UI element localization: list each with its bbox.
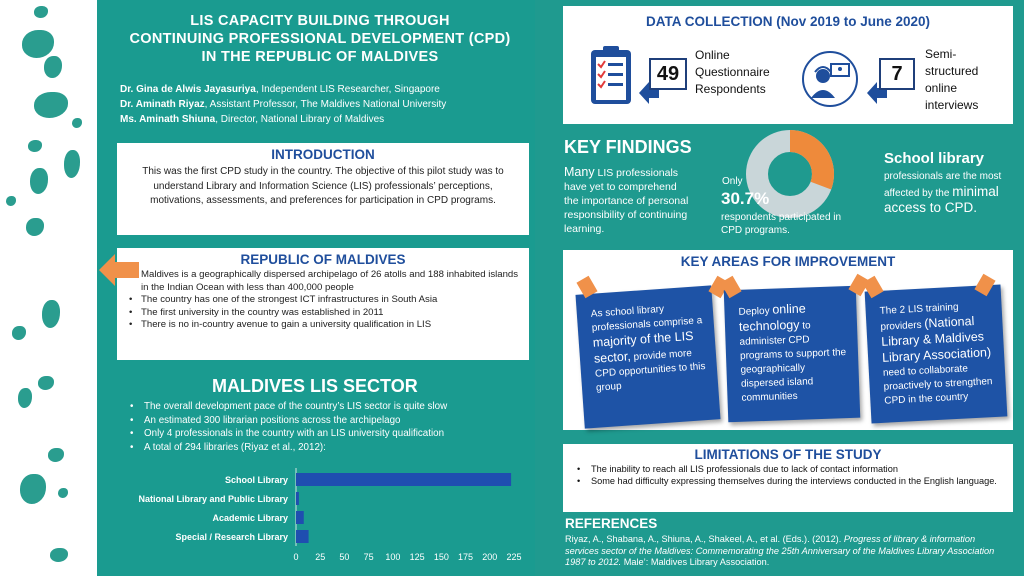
- introduction-text: This was the first CPD study in the country. The objective of this pilot study was to understand Library and Information Science (LIS) professionals’ perceptions, motivations, assessments, and preferences for participation in CPD programs.: [142, 166, 504, 206]
- list-item: • The overall development pace of the country’s LIS sector is quite slow: [130, 400, 447, 414]
- list-item: • The country has one of the strongest ICT infrastructures in South Asia: [129, 294, 519, 307]
- republic-list: [117, 267, 529, 332]
- republic-card: [117, 248, 529, 360]
- online-count-badge: 49: [649, 58, 687, 90]
- interview-label: [925, 46, 978, 114]
- school-library-text: [884, 170, 1004, 218]
- list-item: • There is no in-country avenue to gain a university qualification in LIS: [129, 319, 519, 332]
- improvement-note: [724, 286, 861, 423]
- label-line: structured: [925, 64, 979, 78]
- island-shape: [64, 150, 80, 178]
- list-item: • Some had difficulty expressing themselves during the interviews conducted in the English language.: [577, 475, 1003, 487]
- author-role: , Independent LIS Researcher, Singapore: [255, 84, 440, 95]
- chart-bar: [296, 473, 511, 486]
- improvement-title: KEY AREAS FOR IMPROVEMENT: [680, 254, 896, 269]
- maldives-map: [0, 0, 97, 576]
- online-label: [695, 47, 770, 98]
- chart-category-label: Academic Library: [212, 513, 288, 523]
- chart-tick-label: 125: [409, 552, 425, 562]
- libraries-bar-chart: [110, 466, 530, 570]
- limitations-list: [563, 462, 1013, 487]
- poster-title: [115, 12, 525, 66]
- island-shape: [12, 326, 26, 340]
- island-shape: [22, 30, 54, 58]
- list-item: • An estimated 300 librarian positions across the archipelago: [130, 414, 447, 428]
- percent-text: respondents participated in CPD programs.: [721, 212, 842, 236]
- chart-bar: [296, 511, 304, 524]
- chart-tick-label: 0: [293, 552, 299, 562]
- island-shape: [58, 488, 68, 498]
- chart-tick-label: 25: [315, 552, 326, 562]
- island-shape: [30, 168, 48, 194]
- island-shape: [50, 548, 68, 562]
- sector-list: [130, 400, 447, 454]
- title-line: CONTINUING PROFESSIONAL DEVELOPMENT (CPD): [129, 31, 511, 47]
- island-shape: [18, 388, 32, 408]
- body-text: LIS professionals have yet to comprehend the importance of personal responsibility of continuing learning.: [564, 167, 689, 235]
- island-shape: [6, 196, 16, 206]
- percent-value: 30.7%: [721, 189, 770, 208]
- clipboard-icon: [589, 44, 633, 106]
- list-item: • A total of 294 libraries (Riyaz et al., 2012):: [130, 441, 447, 455]
- author-name: Dr. Aminath Riyaz: [120, 99, 205, 110]
- interview-count-badge: 7: [879, 58, 915, 90]
- author-role: , Director, National Library of Maldives: [215, 114, 385, 125]
- title-line: IN THE REPUBLIC OF MALDIVES: [201, 49, 439, 65]
- introduction-title: INTRODUCTION: [271, 147, 375, 162]
- author-role: , Assistant Professor, The Maldives National University: [204, 99, 447, 110]
- island-shape: [34, 92, 68, 118]
- emphasis-text: minimal access to CPD.: [884, 183, 999, 215]
- introduction-card: [117, 143, 529, 235]
- island-shape: [72, 118, 82, 128]
- label-line: Questionnaire: [695, 65, 770, 79]
- island-shape: [20, 474, 46, 504]
- note-text: to administer CPD programs to support the geographically dispersed island communities: [739, 320, 847, 404]
- author-name: Dr. Gina de Alwis Jayasuriya: [120, 84, 256, 95]
- republic-title: REPUBLIC OF MALDIVES: [240, 252, 406, 267]
- title-line: LIS CAPACITY BUILDING THROUGH: [190, 13, 450, 29]
- reference-title: Progress of library & information services sector of the Maldives: Commemorating the 25th Anniversary of the Maldives Library Association 1987 to 2012.: [565, 534, 995, 567]
- island-shape: [26, 218, 44, 236]
- chart-tick-label: 100: [385, 552, 401, 562]
- chart-tick-label: 225: [506, 552, 522, 562]
- note-text: As school library professionals comprise a: [590, 303, 703, 334]
- chart-bar: [296, 530, 309, 543]
- label-line: Respondents: [695, 82, 766, 96]
- label-line: Online: [695, 48, 730, 62]
- note-emphasis: majority of the LIS sector,: [592, 328, 694, 366]
- list-item: • Only 4 professionals in the country with an LIS university qualification: [130, 427, 447, 441]
- key-findings-title: KEY FINDINGS: [564, 137, 692, 157]
- label-line: Semi-: [925, 47, 957, 61]
- improvement-note: [865, 285, 1008, 424]
- author-line: [120, 97, 540, 112]
- note-emphasis: online technology: [738, 301, 806, 334]
- data-collection-card: [563, 6, 1013, 124]
- list-item: • The first university in the country was established in 2011: [129, 307, 519, 320]
- chart-tick-label: 200: [482, 552, 498, 562]
- chart-tick-label: 150: [433, 552, 449, 562]
- chart-category-label: National Library and Public Library: [138, 494, 288, 504]
- chart-tick-label: 75: [363, 552, 374, 562]
- arrow-left-icon: [99, 252, 139, 288]
- island-shape: [34, 6, 48, 18]
- chart-category-label: Special / Research Library: [175, 532, 288, 542]
- improvement-note: [575, 285, 720, 428]
- note-text: provide more CPD opportunities to this group: [594, 347, 706, 394]
- reference-text: Riyaz, A., Shabana, A., Shiuna, A., Shakeel, A., et al. (Eds.). (2012).: [565, 534, 844, 544]
- note-text: The 2 LIS training providers: [879, 301, 959, 333]
- note-emphasis: (National Library & Maldives Library Association): [880, 313, 992, 365]
- only-label: Only: [722, 176, 743, 187]
- note-text: need to collaborate proactively to strengthen CPD in the country: [882, 363, 993, 407]
- island-shape: [28, 140, 42, 152]
- note-text: Deploy: [738, 305, 773, 318]
- island-shape: [42, 300, 60, 328]
- limitations-title: LIMITATIONS OF THE STUDY: [694, 447, 882, 462]
- reference-text: Male’: Maldives Library Association.: [621, 557, 770, 567]
- reference-entry: [565, 534, 1005, 569]
- limitations-card: [563, 444, 1013, 512]
- data-collection-title: DATA COLLECTION (Nov 2019 to June 2020): [645, 14, 931, 29]
- label-line: online: [925, 81, 958, 95]
- key-findings-text: [564, 165, 692, 236]
- sector-title: MALDIVES LIS SECTOR: [212, 376, 418, 396]
- label-line: interviews: [925, 98, 979, 112]
- body-text: professionals are the most affected by the: [884, 171, 1002, 199]
- chart-tick-label: 50: [339, 552, 350, 562]
- island-shape: [38, 376, 54, 390]
- references-title: REFERENCES: [565, 516, 658, 531]
- island-shape: [48, 448, 64, 462]
- author-line: [120, 112, 540, 127]
- chart-category-label: School Library: [224, 475, 288, 485]
- author-line: [120, 82, 540, 97]
- online-interview-icon: [801, 50, 859, 108]
- list-item: • Maldives is a geographically dispersed archipelago of 26 atolls and 188 inhabited islands in the Indian Ocean with less than 400,000 people: [129, 269, 519, 294]
- list-item: • The inability to reach all LIS professionals due to lack of contact information: [577, 463, 1003, 475]
- authors-block: [120, 82, 540, 127]
- chart-tick-label: 175: [458, 552, 474, 562]
- chart-bar: [296, 492, 299, 505]
- emphasis-text: Many: [564, 165, 595, 179]
- author-name: Ms. Aminath Shiuna: [120, 114, 216, 125]
- island-shape: [44, 56, 62, 78]
- school-library-title: School library: [884, 150, 985, 167]
